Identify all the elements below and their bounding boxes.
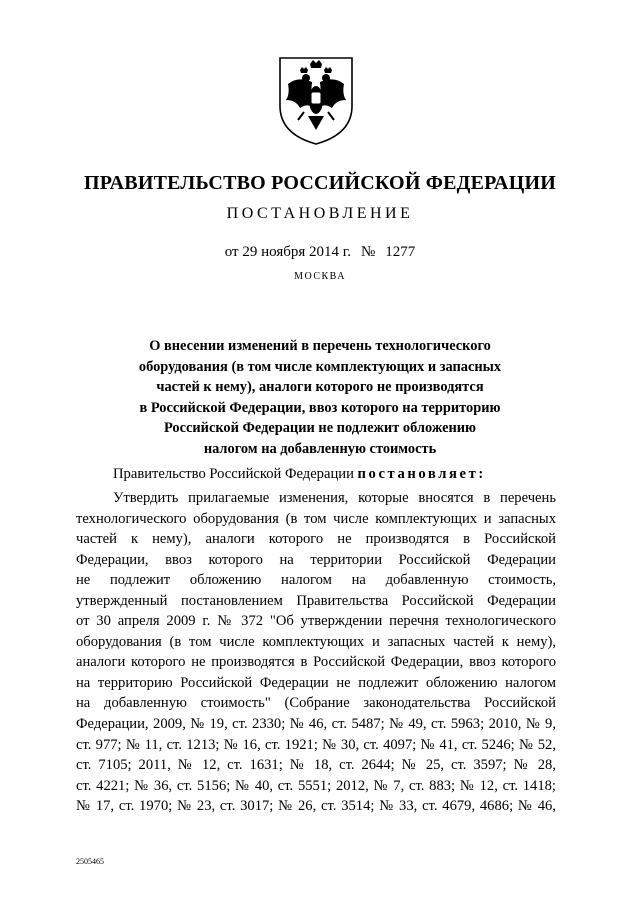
document-number: 1277 — [385, 244, 416, 260]
body-line: технологического оборудования (в том числе комплектующих и запасных — [76, 510, 556, 527]
body-line: не подлежит обложению налогом на добавленную стоимость, — [76, 572, 556, 589]
body-line: ст. 4221; № 36, ст. 5156; № 40, ст. 5551; 2012, № 7, ст. 883; № 12, ст. 1418; — [76, 777, 556, 794]
subject-line: налогом на добавленную стоимость — [203, 440, 437, 457]
body-line: Федерации, ввоз которого на территории Российской Федерации — [76, 551, 556, 568]
document-code: 2505465 — [76, 857, 104, 866]
body-line: № 17, ст. 1970; № 23, ст. 3017; № 26, ст. 3514; № 33, ст. 4679, 4686; № 46, — [76, 798, 556, 815]
intro-text: Правительство Российской Федерации — [113, 466, 358, 482]
date-number-line — [0, 244, 640, 261]
document-subject — [90, 336, 550, 460]
body-line: на добавленную стоимость" (Собрание законодательства Российской — [76, 695, 556, 712]
government-title: ПРАВИТЕЛЬСТВО РОССИЙСКОЙ ФЕДЕРАЦИИ — [84, 172, 556, 194]
coat-of-arms-emblem — [276, 54, 356, 146]
body-line: утвержденный постановлением Правительства Российской Федерации — [76, 592, 556, 609]
body-line: Федерации, 2009, № 19, ст. 2330; № 46, ст. 5487; № 49, ст. 5963; 2010, № 9, — [76, 716, 556, 733]
number-sign: № — [360, 244, 376, 260]
body-line: от 30 апреля 2009 г. № 372 "Об утверждении перечня технологического — [76, 613, 556, 630]
intro-paragraph — [113, 466, 486, 483]
body-line: ст. 977; № 11, ст. 1213; № 16, ст. 1921; № 30, ст. 4097; № 41, ст. 5246; № 52, — [76, 736, 556, 753]
subject-line: Российской Федерации не подлежит обложению — [163, 420, 477, 437]
body-line: частей к нему), аналоги которого не производятся в Российской — [76, 531, 556, 548]
body-line: аналоги которого не производятся в Российской Федерации, ввоз которого — [76, 654, 556, 671]
intro-emphasis: постановляет: — [357, 466, 486, 482]
subject-line: О внесении изменений в перечень технологического — [149, 338, 491, 354]
body-line: Утвердить прилагаемые изменения, которые вносятся в перечень — [113, 490, 556, 506]
body-paragraph — [76, 488, 556, 817]
document-type: ПОСТАНОВЛЕНИЕ — [226, 205, 414, 222]
subject-line: оборудования (в том числе комплектующих и запасных — [138, 358, 502, 375]
body-line: ст. 7105; 2011, № 12, ст. 1631; № 18, ст. 2644; № 25, ст. 3597; № 28, — [76, 757, 556, 774]
subject-line: в Российской Федерации, ввоз которого на территорию — [139, 399, 501, 416]
document-date: от 29 ноября 2014 г. — [224, 244, 351, 260]
city-name: МОСКВА — [294, 271, 346, 282]
body-line: оборудования (в том числе комплектующих и запасных частей к нему), — [76, 633, 556, 650]
body-line: на территорию Российской Федерации не подлежит обложению налогом — [76, 674, 556, 691]
subject-line: частей к нему), аналоги которого не производятся — [156, 379, 484, 396]
